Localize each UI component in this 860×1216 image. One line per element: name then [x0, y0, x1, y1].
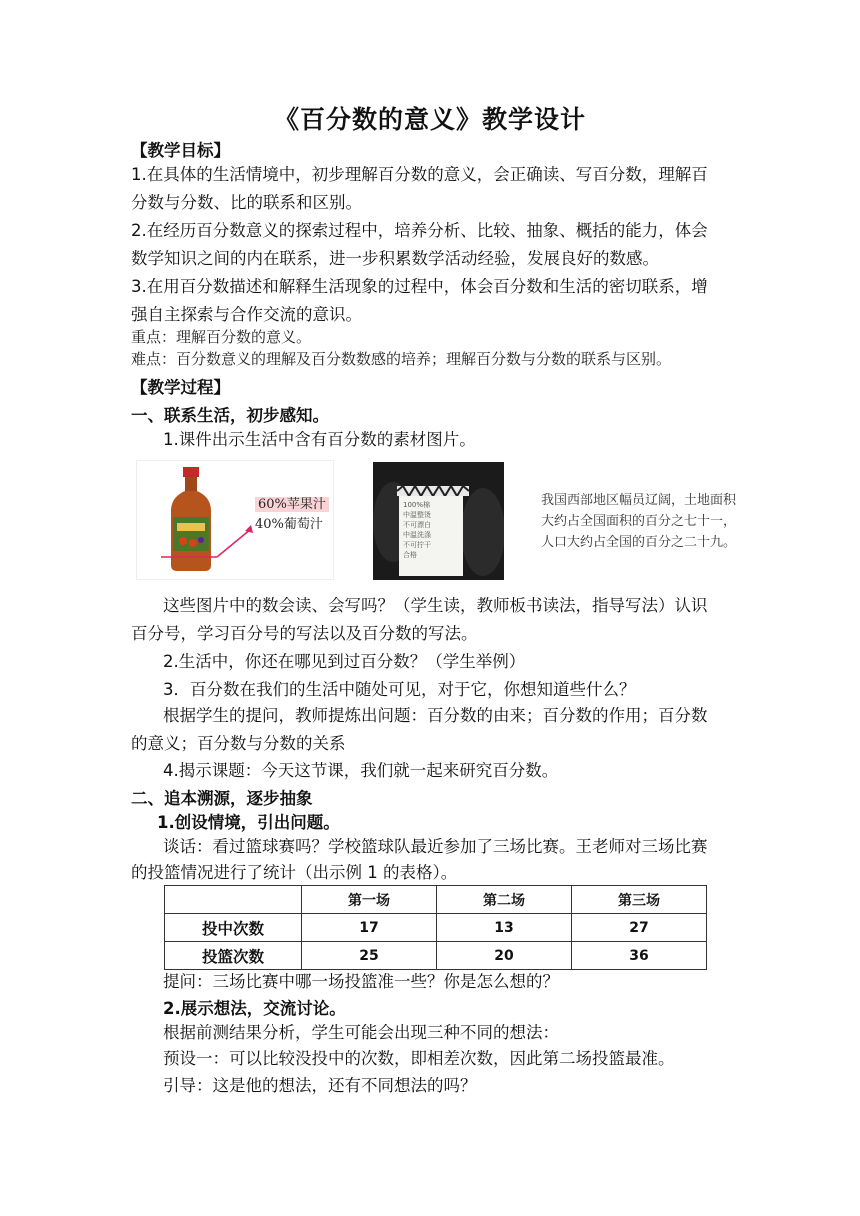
table-row [165, 942, 707, 970]
section-1-item-2: 2.生活中，你还在哪见到过百分数？（学生举例） [163, 652, 526, 671]
guide-line: 引导：这是他的想法，还有不同想法的吗？ [163, 1076, 477, 1095]
region-statistics-image [541, 490, 736, 553]
para-1-line-1: 这些图片中的数会读、会写吗？（学生读，教师板书读法，指导写法）认识 [163, 596, 708, 615]
table-cell: 36 [572, 942, 707, 970]
difficulty-point: 难点：百分数意义的理解及百分数数感的培养；理解百分数与分数的联系与区别。 [131, 350, 672, 368]
process-heading: 【教学过程】 [131, 378, 230, 397]
table-cell: 20 [437, 942, 572, 970]
objective-2-line-2: 数学知识之间的内在联系，进一步积累数学活动经验，发展良好的数感。 [131, 249, 659, 268]
tag-line-5: 不可拧干 [403, 541, 431, 549]
talk-line-2: 的投篮情况进行了统计（出示例 1 的表格）。 [131, 863, 458, 882]
tag-line-2: 中温整烫 [403, 511, 431, 519]
tag-line-4: 中温洗涤 [403, 531, 431, 539]
objective-3-line-1: 3.在用百分数描述和解释生活现象的过程中，体会百分数和生活的密切联系，增 [131, 277, 708, 296]
tag-line-6: 合格 [403, 551, 417, 559]
para-2-line-1: 根据学生的提问，教师提炼出问题：百分数的由来；百分数的作用；百分数 [163, 706, 708, 725]
document-title: 《百分数的意义》教学设计 [273, 105, 586, 134]
talk-line-1: 谈话：看过篮球赛吗？学校篮球队最近参加了三场比赛。王老师对三场比赛 [163, 837, 708, 856]
table-header-cell: 第一场 [302, 886, 437, 914]
table-cell: 27 [572, 914, 707, 942]
shooting-stats-table [164, 885, 707, 970]
para-2-line-2: 的意义；百分数与分数的关系 [131, 734, 346, 753]
section-1-item-4: 4.揭示课题：今天这节课，我们就一起来研究百分数。 [163, 761, 559, 780]
table-row [165, 914, 707, 942]
table-header-cell: 第三场 [572, 886, 707, 914]
clothing-tag-icon [373, 462, 504, 580]
section-2-sub-1: 1.创设情境，引出问题。 [157, 813, 340, 832]
table-header-row [165, 886, 707, 914]
objective-1-line-1: 1.在具体的生活情境中，初步理解百分数的意义，会正确读、写百分数，理解百 [131, 165, 708, 184]
section-2-sub-2: 2.展示想法，交流讨论。 [163, 999, 346, 1018]
key-point: 重点：理解百分数的意义。 [131, 328, 312, 346]
row-label-attempts: 投篮次数 [165, 942, 302, 970]
section-1-item-3: 3．百分数在我们的生活中随处可见，对于它，你想知道些什么？ [163, 680, 636, 699]
region-line-3: 人口大约占全国的百分之二十九。 [541, 535, 737, 550]
region-line-2: 大约占全国面积的百分之七十一， [541, 514, 737, 529]
table-corner-cell [165, 886, 302, 914]
row-label-hits: 投中次数 [165, 914, 302, 942]
objective-3-line-2: 强自主探索与合作交流的意识。 [131, 305, 362, 324]
table-cell: 25 [302, 942, 437, 970]
juice-composition-label [255, 495, 329, 535]
tag-line-1: 100%棉 [403, 501, 431, 509]
objective-2-line-1: 2.在经历百分数意义的探索过程中，培养分析、比较、抽象、概括的能力，体会 [131, 221, 708, 240]
juice-label-grape: 40%葡萄汁 [255, 517, 323, 532]
juice-bottle-image [136, 460, 334, 580]
objectives-heading: 【教学目标】 [131, 141, 230, 160]
tag-text [403, 500, 431, 560]
hypothesis-1-line: 预设一：可以比较没投中的次数，即相差次数，因此第二场投篮最准。 [163, 1049, 675, 1068]
analysis-line: 根据前测结果分析，学生可能会出现三种不同的想法： [163, 1023, 559, 1042]
section-1-heading: 一、联系生活，初步感知。 [131, 406, 329, 425]
para-1-line-2: 百分号，学习百分号的写法以及百分数的写法。 [131, 624, 478, 643]
table-cell: 17 [302, 914, 437, 942]
section-2-heading: 二、追本溯源，逐步抽象 [131, 789, 313, 808]
question-line: 提问：三场比赛中哪一场投篮准一些？你是怎么想的？ [163, 972, 559, 991]
pointer-arrow-icon [157, 521, 257, 561]
juice-label-apple: 60%苹果汁 [255, 497, 329, 512]
section-1-item-1: 1.课件出示生活中含有百分数的素材图片。 [163, 430, 476, 449]
region-line-1: 我国西部地区幅员辽阔，土地面积 [541, 493, 737, 508]
objective-1-line-2: 分数与分数、比的联系和区别。 [131, 193, 362, 212]
tag-line-3: 不可漂白 [403, 521, 431, 529]
table-cell: 13 [437, 914, 572, 942]
clothing-tag-image [373, 462, 504, 580]
table-header-cell: 第二场 [437, 886, 572, 914]
